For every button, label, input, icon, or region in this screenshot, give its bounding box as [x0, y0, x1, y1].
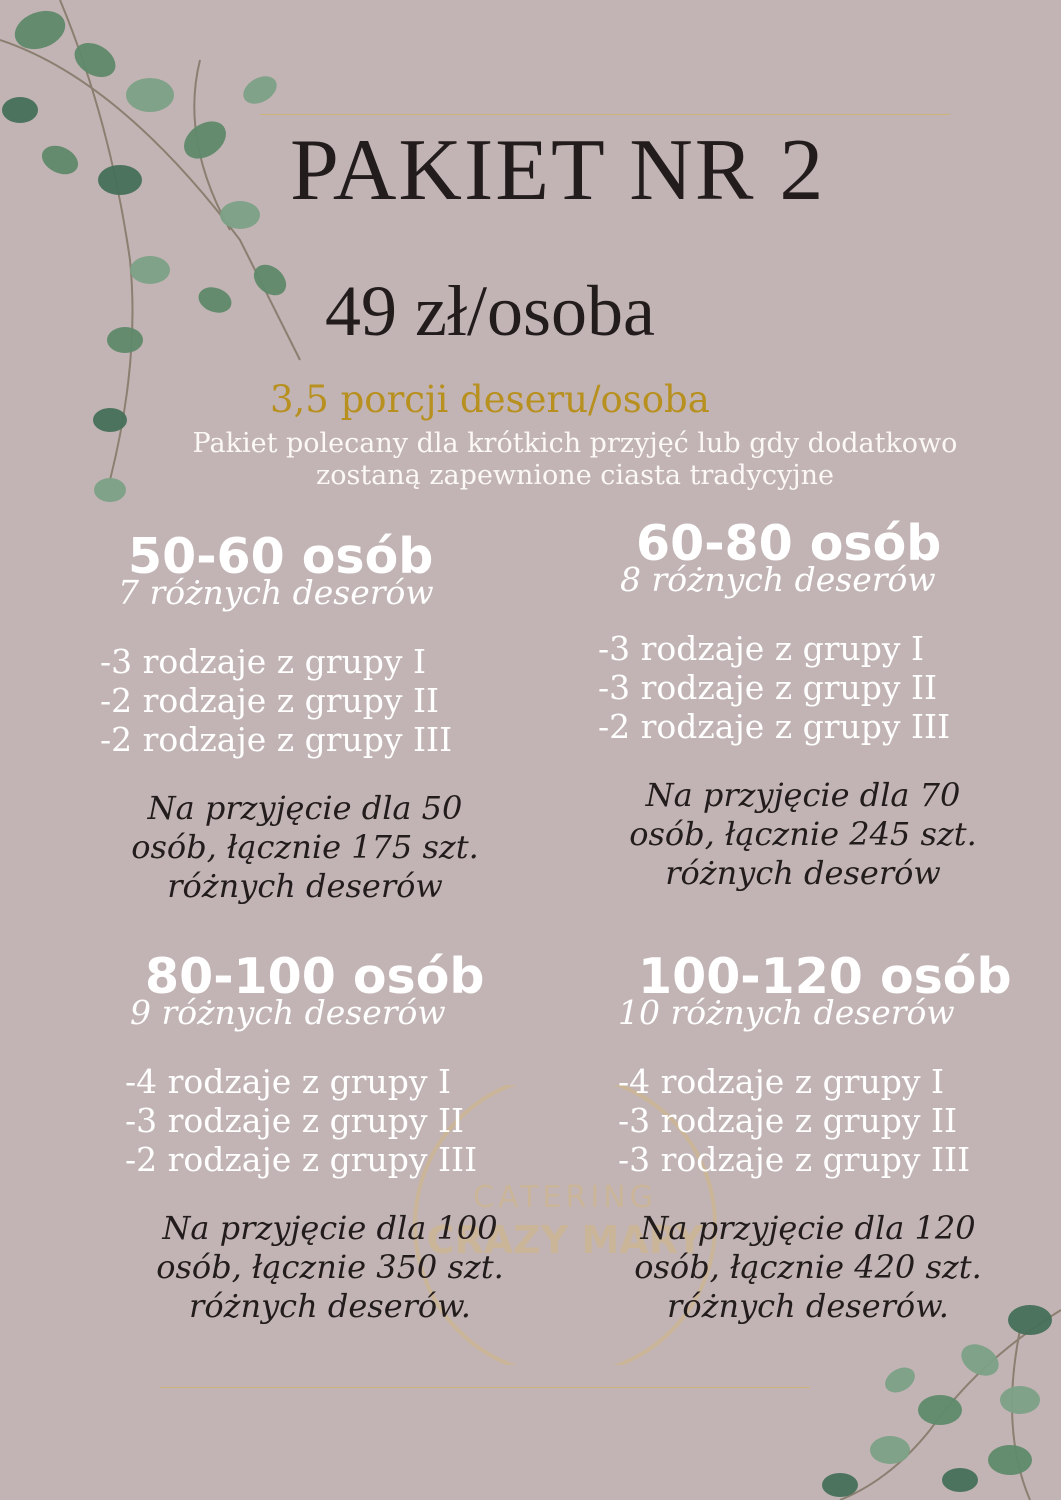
summary-line: osób, łącznie 175 szt. [131, 828, 479, 866]
price-per-person: 49 zł/osoba [325, 271, 655, 351]
group-item: -3 rodzaje z grupy I [100, 642, 427, 681]
tier-dessert-variety: 9 różnych deserów [130, 993, 446, 1032]
tier-group-list [125, 1062, 555, 1179]
summary-line: Na przyjęcie dla 100 [162, 1209, 498, 1247]
tier-group-list [598, 629, 1028, 746]
group-item: -3 rodzaje z grupy II [598, 668, 938, 707]
group-item: -2 rodzaje z grupy III [598, 707, 951, 746]
group-item: -4 rodzaje z grupy I [125, 1062, 452, 1101]
portions-per-person: 3,5 porcji deseru/osoba [270, 378, 710, 421]
tier-card-100-120 [618, 948, 1048, 1326]
tier-dessert-variety: 10 różnych deserów [618, 993, 955, 1032]
tier-dessert-variety: 7 różnych deserów [118, 573, 434, 612]
watermark-text-line1: CATERING [473, 1180, 657, 1215]
summary-line: różnych deserów. [189, 1287, 471, 1325]
watermark-text-line2: CRAZY MARY [426, 1218, 704, 1262]
tier-summary [100, 789, 510, 906]
tier-group-list [100, 642, 530, 759]
tier-guest-count: 100-120 osób [638, 948, 1012, 1005]
group-item: -4 rodzaje z grupy I [618, 1062, 945, 1101]
description-line: zostaną zapewnione ciasta tradycyjne [315, 460, 835, 491]
tier-card-60-80 [598, 515, 1028, 893]
tier-summary [618, 1209, 998, 1326]
summary-line: różnych deserów [167, 867, 443, 905]
group-item: -3 rodzaje z grupy III [618, 1140, 971, 1179]
tier-guest-count: 60-80 osób [636, 515, 942, 572]
summary-line: Na przyjęcie dla 70 [645, 776, 961, 814]
summary-line: osób, łącznie 350 szt. [156, 1248, 504, 1286]
tier-group-list [618, 1062, 1048, 1179]
tier-summary [125, 1209, 535, 1326]
summary-line: osób, łącznie 420 szt. [634, 1248, 982, 1286]
summary-line: różnych deserów. [667, 1287, 949, 1325]
top-gold-divider [260, 114, 950, 115]
group-item: -2 rodzaje z grupy III [100, 720, 453, 759]
tier-card-80-100 [125, 948, 555, 1326]
group-item: -2 rodzaje z grupy II [100, 681, 440, 720]
tier-dessert-variety: 8 różnych deserów [620, 560, 936, 599]
description-line: Pakiet polecany dla krótkich przyjęć lub gdy dodatkowo [192, 428, 958, 459]
group-item: -3 rodzaje z grupy II [125, 1101, 465, 1140]
group-item: -2 rodzaje z grupy III [125, 1140, 478, 1179]
tier-guest-count: 80-100 osób [145, 948, 485, 1005]
tier-card-50-60 [100, 528, 530, 906]
tier-guest-count: 50-60 osób [128, 528, 434, 585]
group-item: -3 rodzaje z grupy II [618, 1101, 958, 1140]
package-description [130, 428, 1020, 492]
bottom-gold-divider [160, 1387, 810, 1388]
summary-line: Na przyjęcie dla 50 [147, 789, 463, 827]
group-item: -3 rodzaje z grupy I [598, 629, 925, 668]
summary-line: różnych deserów [665, 854, 941, 892]
summary-line: osób, łącznie 245 szt. [629, 815, 977, 853]
summary-line: Na przyjęcie dla 120 [640, 1209, 976, 1247]
tier-summary [598, 776, 1008, 893]
page-title: PAKIET NR 2 [290, 122, 826, 219]
